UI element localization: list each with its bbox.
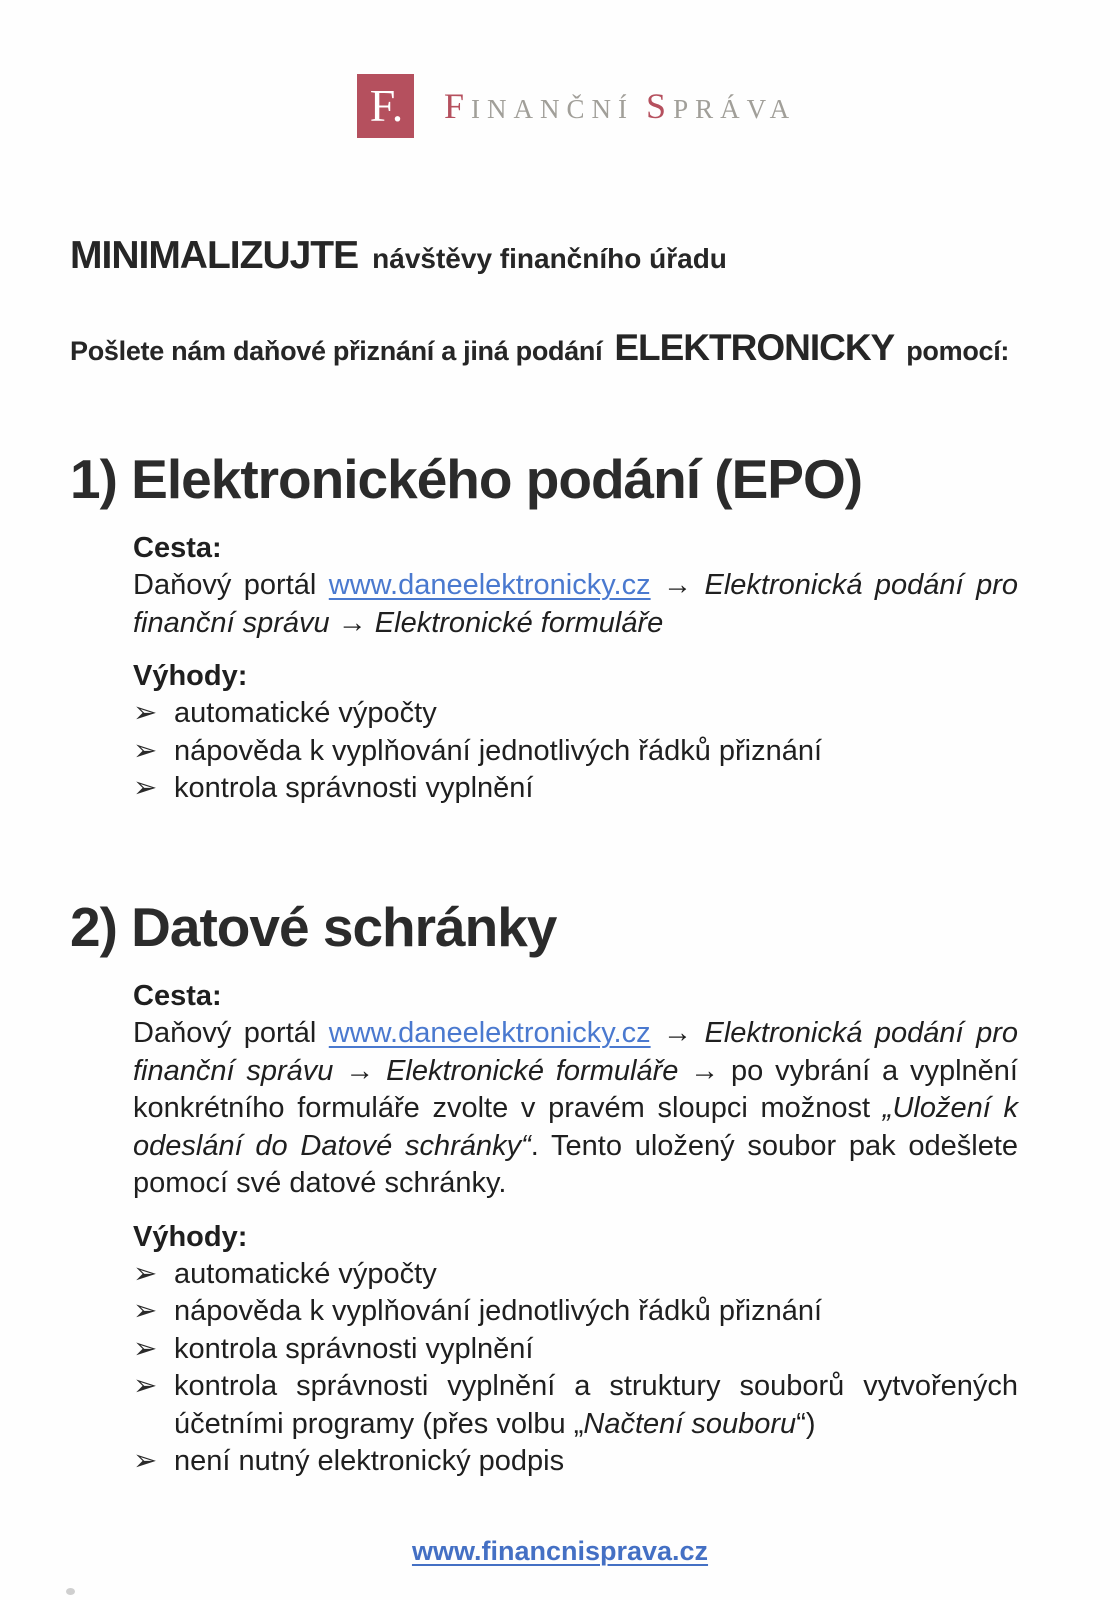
bullet-text: kontrola správnosti vyplnění [174,772,534,804]
section1-heading: 1) Elektronického podání (EPO) [70,448,863,510]
section1-vyhody-label: Výhody: [133,660,248,692]
bullet-text-composite [174,1368,1018,1443]
bullet-arrow-icon: ➢ [133,697,158,729]
section2-vyhody-label: Výhody: [133,1220,248,1253]
brand-initial-f: F [444,86,472,126]
subheadline-big-word: ELEKTRONICKY [614,327,895,368]
list-item [133,1443,1018,1481]
section2-path-post: . Tento uložený soubor pak odešlete pomocí své datové schránky. [133,1129,1019,1199]
section-epo [70,450,1020,808]
bullet-arrow-icon: ➢ [133,1370,158,1402]
financni-sprava-logo [357,74,796,138]
section2-bullet-list [133,1256,1018,1481]
section1-path-pre: Daňový portál [133,569,329,601]
daneelektronicky-link[interactable]: www.daneelektronicky.cz [328,1017,651,1049]
brand-initial-s: S [646,86,674,126]
section1-body [133,530,1018,808]
bullet-text: automatické výpočty [174,1257,437,1290]
bullet-arrow-icon: ➢ [133,1332,158,1365]
footer [0,1536,1120,1567]
section2-path-italic-quote: „Uložení k odeslání do Datové schránky“ [133,1092,1018,1162]
section-datove-schranky [70,898,1020,1481]
section1-cesta-label: Cesta: [133,532,222,564]
section1-bullet-list [133,695,1018,808]
list-item [133,770,1018,808]
section2-path-italic-mid: → Elektronická podání pro finanční správu → Elektronické formuláře [133,1017,1018,1087]
bullet-arrow-icon: ➢ [133,772,158,804]
logo-brand-text [444,85,796,127]
section2-path-regular-mid: → po vybrání a vyplnění konkrétního formuláře zvolte v pravém sloupci možnost [133,1054,1018,1124]
bullet-text: nápověda k vyplňování jednotlivých řádků přiznání [174,1295,823,1327]
section1-path [133,567,1018,642]
list-item [133,1293,1018,1331]
section2-heading: 2) Datové schránky [70,896,557,958]
logo-monogram-icon: F. [357,74,414,138]
bullet-arrow-icon: ➢ [133,1445,158,1477]
subheadline [70,327,1009,369]
list-item [133,1331,1018,1369]
brand-word-financni: INANČNÍ [471,94,635,124]
list-item [133,1368,1018,1443]
scan-artifact-speck [66,1588,75,1595]
section2-path [133,1015,1018,1203]
bullet-text: není nutný elektronický podpis [174,1445,565,1477]
daneelektronicky-link[interactable]: www.daneelektronicky.cz [328,569,651,601]
list-item [133,733,1018,771]
bullet-text: nápověda k vyplňování jednotlivých řádků přiznání [174,734,823,767]
bullet-arrow-icon: ➢ [133,1295,158,1327]
headline [70,234,727,278]
section2-cesta-label: Cesta: [133,980,222,1012]
headline-big-word: MINIMALIZUJTE [70,234,359,277]
subheadline-post: pomocí: [906,336,1010,366]
brand-word-sprava: PRÁVA [673,94,797,124]
bullet-text: kontrola správnosti vyplnění [174,1332,534,1365]
bullet-text: automatické výpočty [174,697,437,729]
bullet-arrow-icon: ➢ [133,1257,158,1290]
bullet-composite-pre: kontrola správnosti vyplnění a struktury souborů vytvořených účetními programy (přes volbu „ [174,1370,1018,1440]
bullet-composite-post: “) [796,1407,816,1440]
subheadline-pre: Pošlete nám daňové přiznání a jiná podání [70,336,603,366]
financnisprava-link[interactable]: www.financnisprava.cz [411,1536,709,1566]
list-item [133,1256,1018,1294]
section2-body [133,978,1018,1481]
bullet-composite-italic: Načtení souboru [583,1407,797,1440]
bullet-arrow-icon: ➢ [133,734,158,767]
section2-path-pre: Daňový portál [133,1017,329,1049]
list-item [133,695,1018,733]
section1-path-italic: → Elektronická podání pro finanční správu → Elektronické formuláře [133,569,1018,639]
headline-rest: návštěvy finančního úřadu [372,243,727,274]
